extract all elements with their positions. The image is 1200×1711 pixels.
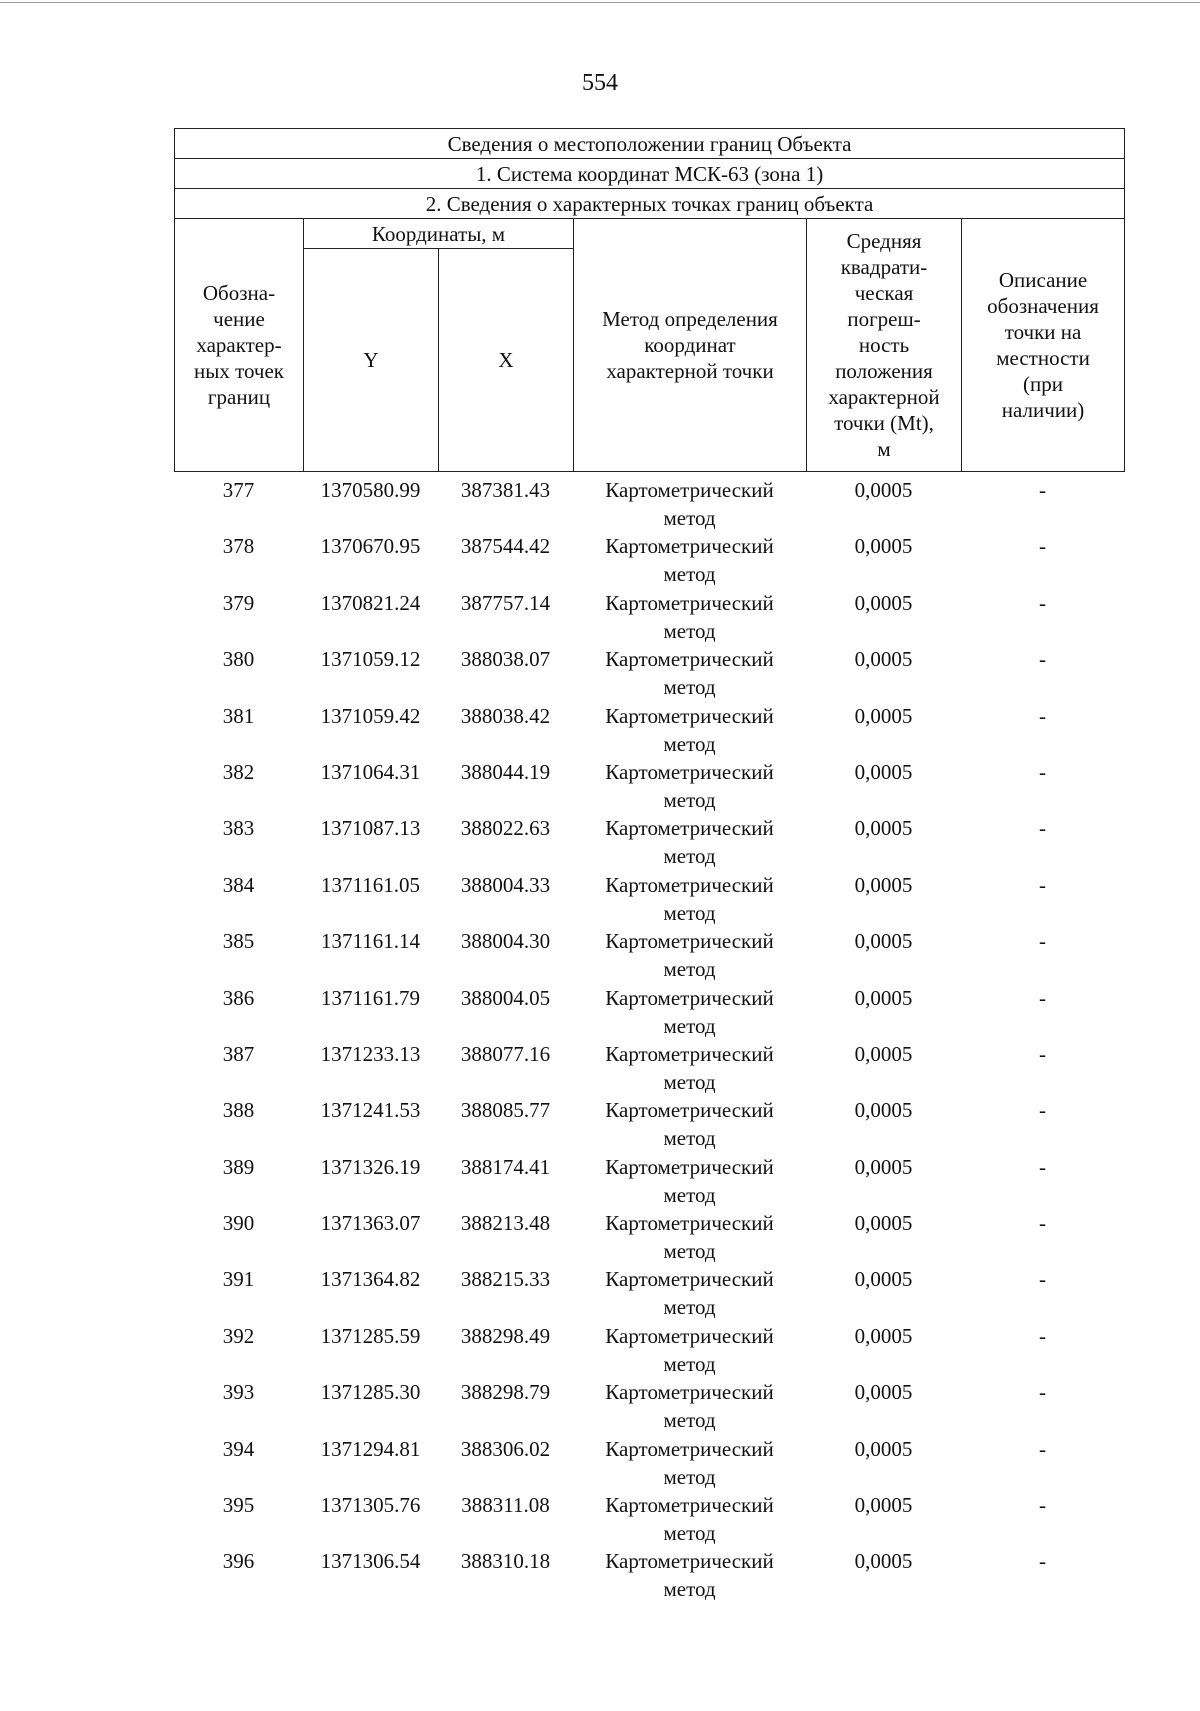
y-cell: 1371285.59 bbox=[320, 1323, 421, 1348]
method-cell: Картометрический метод bbox=[605, 759, 774, 812]
x-cell: 388038.07 bbox=[460, 647, 551, 672]
x-cell: 388310.18 bbox=[460, 1549, 551, 1574]
table-row bbox=[174, 1153, 1124, 1209]
table-row bbox=[174, 814, 1124, 870]
error-cell: 0,0005 bbox=[854, 1436, 913, 1461]
description-cell: - bbox=[1039, 534, 1046, 559]
description-cell: - bbox=[1039, 590, 1046, 615]
point-cell: 377 bbox=[222, 478, 255, 502]
table-row bbox=[174, 758, 1124, 814]
y-cell: 1371161.14 bbox=[321, 929, 420, 954]
y-cell: 1371233.13 bbox=[320, 1041, 421, 1066]
description-cell: - bbox=[1039, 1380, 1046, 1405]
method-cell: Картометрический метод bbox=[605, 478, 774, 530]
description-cell: - bbox=[1039, 647, 1046, 672]
x-cell: 388311.08 bbox=[461, 1493, 550, 1518]
description-cell: - bbox=[1039, 1323, 1046, 1348]
table-row bbox=[174, 1435, 1124, 1491]
error-cell: 0,0005 bbox=[854, 1154, 913, 1179]
y-cell: 1371285.30 bbox=[320, 1380, 421, 1405]
description-cell: - bbox=[1039, 703, 1046, 728]
table-row bbox=[174, 1322, 1124, 1378]
table-row bbox=[174, 702, 1124, 758]
method-cell: Картометрический метод bbox=[605, 816, 774, 869]
point-cell: 392 bbox=[222, 1323, 255, 1348]
method-cell: Картометрический метод bbox=[605, 1098, 774, 1151]
method-cell: Картометрический метод bbox=[605, 1267, 774, 1320]
point-cell: 396 bbox=[222, 1549, 255, 1574]
error-cell: 0,0005 bbox=[854, 816, 913, 841]
error-cell: 0,0005 bbox=[854, 1323, 913, 1348]
description-cell: - bbox=[1039, 985, 1046, 1010]
table-title: Сведения о местоположении границ Объекта bbox=[175, 129, 1125, 159]
y-cell: 1370670.95 bbox=[320, 534, 421, 559]
table-row bbox=[174, 1491, 1124, 1547]
x-cell: 388215.33 bbox=[460, 1267, 551, 1292]
method-cell: Картометрический метод bbox=[605, 1493, 774, 1546]
col-description-header: Описание обозначения точки на местности (при наличии) bbox=[962, 219, 1125, 472]
description-cell: - bbox=[1039, 1211, 1046, 1236]
x-cell: 388298.79 bbox=[460, 1380, 551, 1405]
x-cell: 388004.30 bbox=[460, 929, 551, 954]
error-cell: 0,0005 bbox=[854, 703, 913, 728]
point-cell: 393 bbox=[222, 1380, 255, 1405]
error-cell: 0,0005 bbox=[854, 1380, 913, 1405]
description-cell: - bbox=[1039, 929, 1046, 954]
error-cell: 0,0005 bbox=[854, 1211, 913, 1236]
description-cell: - bbox=[1039, 816, 1046, 841]
y-cell: 1371064.31 bbox=[320, 759, 421, 784]
col-error-header: Средняя квадрати- ческая погреш- ность положения характерной точки (Mt), м bbox=[807, 219, 962, 472]
point-cell: 387 bbox=[222, 1041, 255, 1066]
col-y-header: Y bbox=[304, 249, 439, 472]
table-row bbox=[174, 1378, 1124, 1434]
table-row bbox=[174, 476, 1124, 532]
table-row bbox=[174, 1096, 1124, 1152]
point-cell: 382 bbox=[222, 759, 255, 784]
point-cell: 391 bbox=[222, 1267, 255, 1292]
point-cell: 385 bbox=[222, 929, 255, 954]
description-cell: - bbox=[1039, 1493, 1046, 1518]
y-cell: 1371326.19 bbox=[320, 1154, 421, 1179]
coordinate-system-title: 1. Система координат МСК-63 (зона 1) bbox=[175, 159, 1125, 189]
x-cell: 388306.02 bbox=[460, 1436, 551, 1461]
description-cell: - bbox=[1039, 759, 1046, 784]
section-title: 2. Сведения о характерных точках границ объекта bbox=[175, 189, 1125, 219]
description-cell: - bbox=[1039, 1041, 1046, 1066]
method-cell: Картометрический метод bbox=[605, 1436, 774, 1489]
y-cell: 1371305.76 bbox=[320, 1493, 421, 1518]
point-cell: 380 bbox=[222, 647, 255, 672]
table-row bbox=[174, 984, 1124, 1040]
boundary-points-table-header bbox=[174, 128, 1125, 472]
x-cell: 387381.43 bbox=[460, 478, 551, 502]
method-cell: Картометрический метод bbox=[605, 1041, 774, 1094]
table-body bbox=[174, 476, 1124, 1604]
y-cell: 1371161.79 bbox=[321, 985, 420, 1010]
error-cell: 0,0005 bbox=[854, 534, 913, 559]
table-row bbox=[174, 645, 1124, 701]
point-cell: 383 bbox=[222, 816, 255, 841]
method-cell: Картометрический метод bbox=[605, 534, 774, 587]
description-cell: - bbox=[1039, 872, 1046, 897]
error-cell: 0,0005 bbox=[854, 590, 913, 615]
point-cell: 384 bbox=[222, 872, 255, 897]
col-point-header: Обозна- чение характер- ных точек границ bbox=[175, 219, 304, 472]
method-cell: Картометрический метод bbox=[605, 1211, 774, 1264]
y-cell: 1371294.81 bbox=[320, 1436, 421, 1461]
description-cell: - bbox=[1039, 1267, 1046, 1292]
point-cell: 378 bbox=[222, 534, 255, 559]
error-cell: 0,0005 bbox=[854, 1267, 913, 1292]
method-cell: Картометрический метод bbox=[605, 590, 774, 643]
x-cell: 388077.16 bbox=[460, 1041, 551, 1066]
table-row bbox=[174, 532, 1124, 588]
error-cell: 0,0005 bbox=[854, 1041, 913, 1066]
x-cell: 388004.05 bbox=[460, 985, 551, 1010]
table-row bbox=[174, 589, 1124, 645]
point-cell: 389 bbox=[222, 1154, 255, 1179]
error-cell: 0,0005 bbox=[854, 929, 913, 954]
error-cell: 0,0005 bbox=[854, 647, 913, 672]
description-cell: - bbox=[1039, 478, 1046, 502]
x-cell: 388085.77 bbox=[460, 1098, 551, 1123]
method-cell: Картометрический метод bbox=[605, 985, 774, 1038]
x-cell: 388213.48 bbox=[460, 1211, 551, 1236]
description-cell: - bbox=[1039, 1549, 1046, 1574]
y-cell: 1371087.13 bbox=[320, 816, 421, 841]
error-cell: 0,0005 bbox=[854, 1549, 913, 1574]
x-cell: 388038.42 bbox=[460, 703, 551, 728]
x-cell: 388044.19 bbox=[460, 759, 551, 784]
point-cell: 390 bbox=[222, 1211, 255, 1236]
y-cell: 1371059.12 bbox=[320, 647, 421, 672]
table-row bbox=[174, 1209, 1124, 1265]
point-cell: 386 bbox=[222, 985, 255, 1010]
table-row bbox=[174, 1265, 1124, 1321]
table-row bbox=[174, 927, 1124, 983]
x-cell: 387757.14 bbox=[460, 590, 551, 615]
y-cell: 1371241.53 bbox=[320, 1098, 421, 1123]
point-cell: 395 bbox=[222, 1493, 255, 1518]
method-cell: Картометрический метод bbox=[605, 703, 774, 756]
description-cell: - bbox=[1039, 1098, 1046, 1123]
col-method-header: Метод определения координат характерной точки bbox=[574, 219, 807, 472]
method-cell: Картометрический метод bbox=[605, 1154, 774, 1207]
y-cell: 1371363.07 bbox=[320, 1211, 421, 1236]
description-cell: - bbox=[1039, 1154, 1046, 1179]
point-cell: 388 bbox=[222, 1098, 255, 1123]
table-row bbox=[174, 1547, 1124, 1603]
y-cell: 1371364.82 bbox=[320, 1267, 421, 1292]
method-cell: Картометрический метод bbox=[605, 1549, 774, 1602]
method-cell: Картометрический метод bbox=[605, 1380, 774, 1433]
method-cell: Картометрический метод bbox=[605, 872, 774, 925]
x-cell: 388174.41 bbox=[460, 1154, 551, 1179]
method-cell: Картометрический метод bbox=[605, 647, 774, 700]
description-cell: - bbox=[1039, 1436, 1046, 1461]
x-cell: 388004.33 bbox=[460, 872, 551, 897]
col-x-header: X bbox=[439, 249, 574, 472]
y-cell: 1371059.42 bbox=[320, 703, 421, 728]
error-cell: 0,0005 bbox=[854, 985, 913, 1010]
col-coords-header: Координаты, м bbox=[304, 219, 574, 249]
method-cell: Картометрический метод bbox=[605, 1323, 774, 1376]
x-cell: 387544.42 bbox=[460, 534, 551, 559]
y-cell: 1370580.99 bbox=[320, 478, 421, 502]
point-cell: 394 bbox=[222, 1436, 255, 1461]
table-row bbox=[174, 1040, 1124, 1096]
point-cell: 379 bbox=[222, 590, 255, 615]
method-cell: Картометрический метод bbox=[605, 929, 774, 982]
error-cell: 0,0005 bbox=[854, 759, 913, 784]
table-row bbox=[174, 871, 1124, 927]
y-cell: 1371306.54 bbox=[320, 1549, 421, 1574]
page-number: 554 bbox=[582, 70, 618, 96]
x-cell: 388022.63 bbox=[460, 816, 551, 841]
error-cell: 0,0005 bbox=[854, 872, 913, 897]
y-cell: 1370821.24 bbox=[320, 590, 421, 615]
top-rule bbox=[0, 2, 1200, 3]
error-cell: 0,0005 bbox=[854, 1098, 913, 1123]
y-cell: 1371161.05 bbox=[321, 872, 420, 897]
x-cell: 388298.49 bbox=[460, 1323, 551, 1348]
error-cell: 0,0005 bbox=[854, 478, 913, 502]
point-cell: 381 bbox=[222, 703, 255, 728]
error-cell: 0,0005 bbox=[854, 1493, 913, 1518]
